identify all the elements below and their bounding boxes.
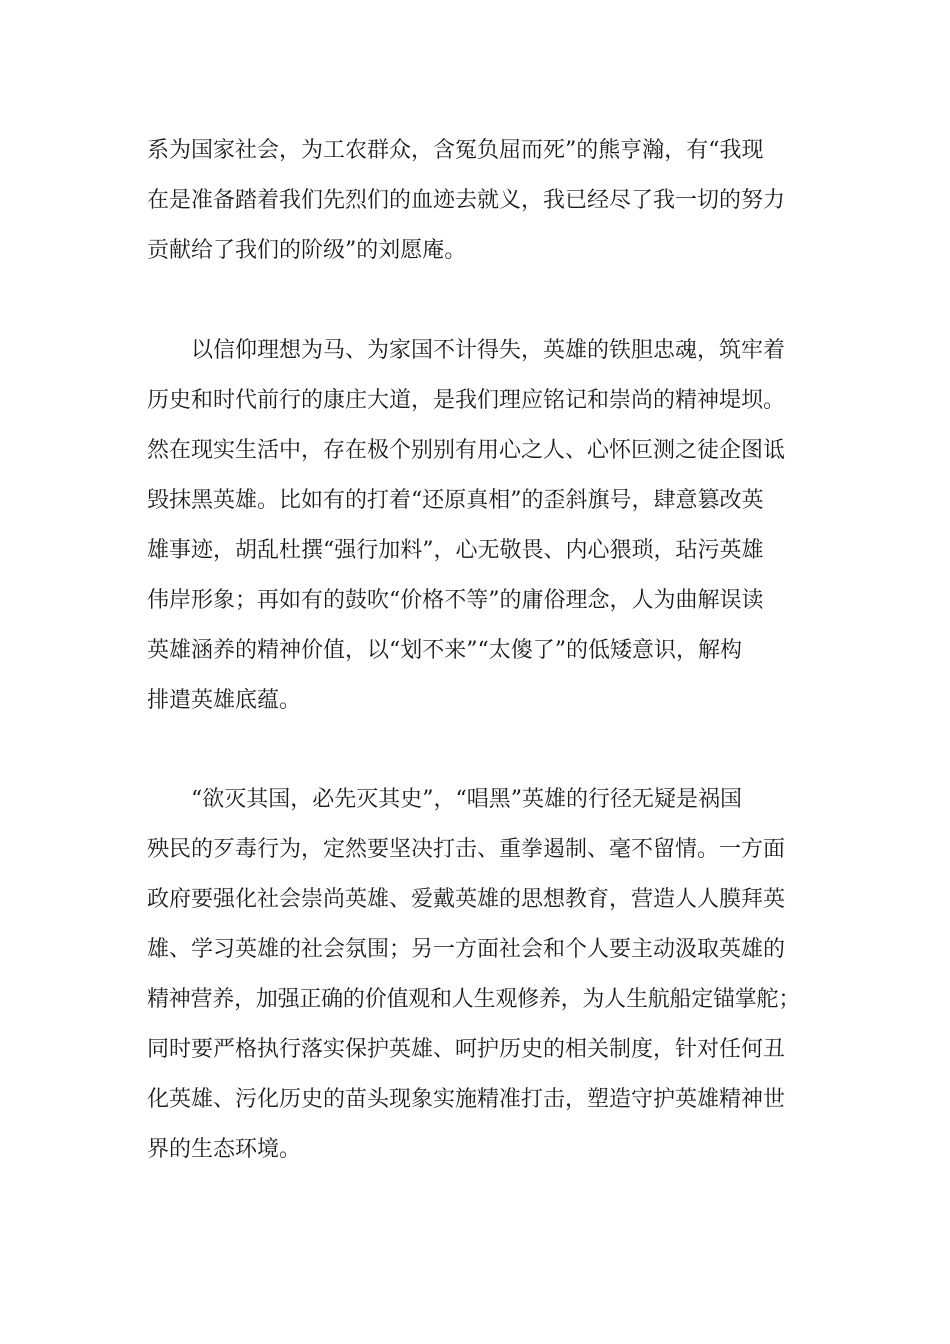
paragraph-line: 政府要强化社会崇尚英雄、爱戴英雄的思想教育，营造人人膜拜英 — [147, 887, 786, 912]
paragraph-line: 精神营养，加强正确的价值观和人生观修养，为人生航船定锚掌舵； — [147, 987, 801, 1012]
paragraph-line: 在是准备踏着我们先烈们的血迹去就义，我已经尽了我一切的努力 — [147, 188, 786, 213]
paragraph-line: 雄事迹，胡乱杜撰“强行加料”，心无敬畏、内心猥琐，玷污英雄 — [147, 538, 764, 563]
paragraph-line: “欲灭其国，必先灭其史”，“唱黑”英雄的行径无疑是祸国 — [191, 787, 742, 812]
paragraph-line: 以信仰理想为马、为家国不计得失，英雄的铁胆忠魂，筑牢着 — [191, 338, 786, 363]
paragraph-line: 英雄涵养的精神价值，以“划不来”“太傻了”的低矮意识，解构 — [147, 638, 742, 663]
paragraph-line: 系为国家社会，为工农群众，含冤负屈而死”的熊亨瀚，有“我现 — [147, 138, 764, 163]
paragraph-line: 排遣英雄底蕴。 — [147, 688, 302, 713]
paragraph-line: 然在现实生活中，存在极个别别有用心之人、心怀叵测之徒企图诋 — [147, 438, 786, 463]
paragraph-line: 雄、学习英雄的社会氛围；另一方面社会和个人要主动汲取英雄的 — [147, 937, 786, 962]
paragraph-line: 贡献给了我们的阶级”的刘愿庵。 — [147, 238, 467, 263]
paragraph-line: 化英雄、污化历史的苗头现象实施精准打击，塑造守护英雄精神世 — [147, 1087, 786, 1112]
paragraph-line: 殃民的歹毒行为，定然要坚决打击、重拳遏制、毫不留情。一方面 — [147, 837, 786, 862]
paragraph-line: 界的生态环境。 — [147, 1137, 302, 1162]
paragraph-line: 同时要严格执行落实保护英雄、呵护历史的相关制度，针对任何丑 — [147, 1037, 786, 1062]
paragraph-line: 历史和时代前行的康庄大道，是我们理应铭记和崇尚的精神堤坝。 — [147, 388, 786, 413]
paragraph-line: 伟岸形象；再如有的鼓吹“价格不等”的庸俗理念，人为曲解误读 — [147, 588, 764, 613]
paragraph-line: 毁抹黑英雄。比如有的打着“还原真相”的歪斜旗号，肆意篡改英 — [147, 488, 764, 513]
